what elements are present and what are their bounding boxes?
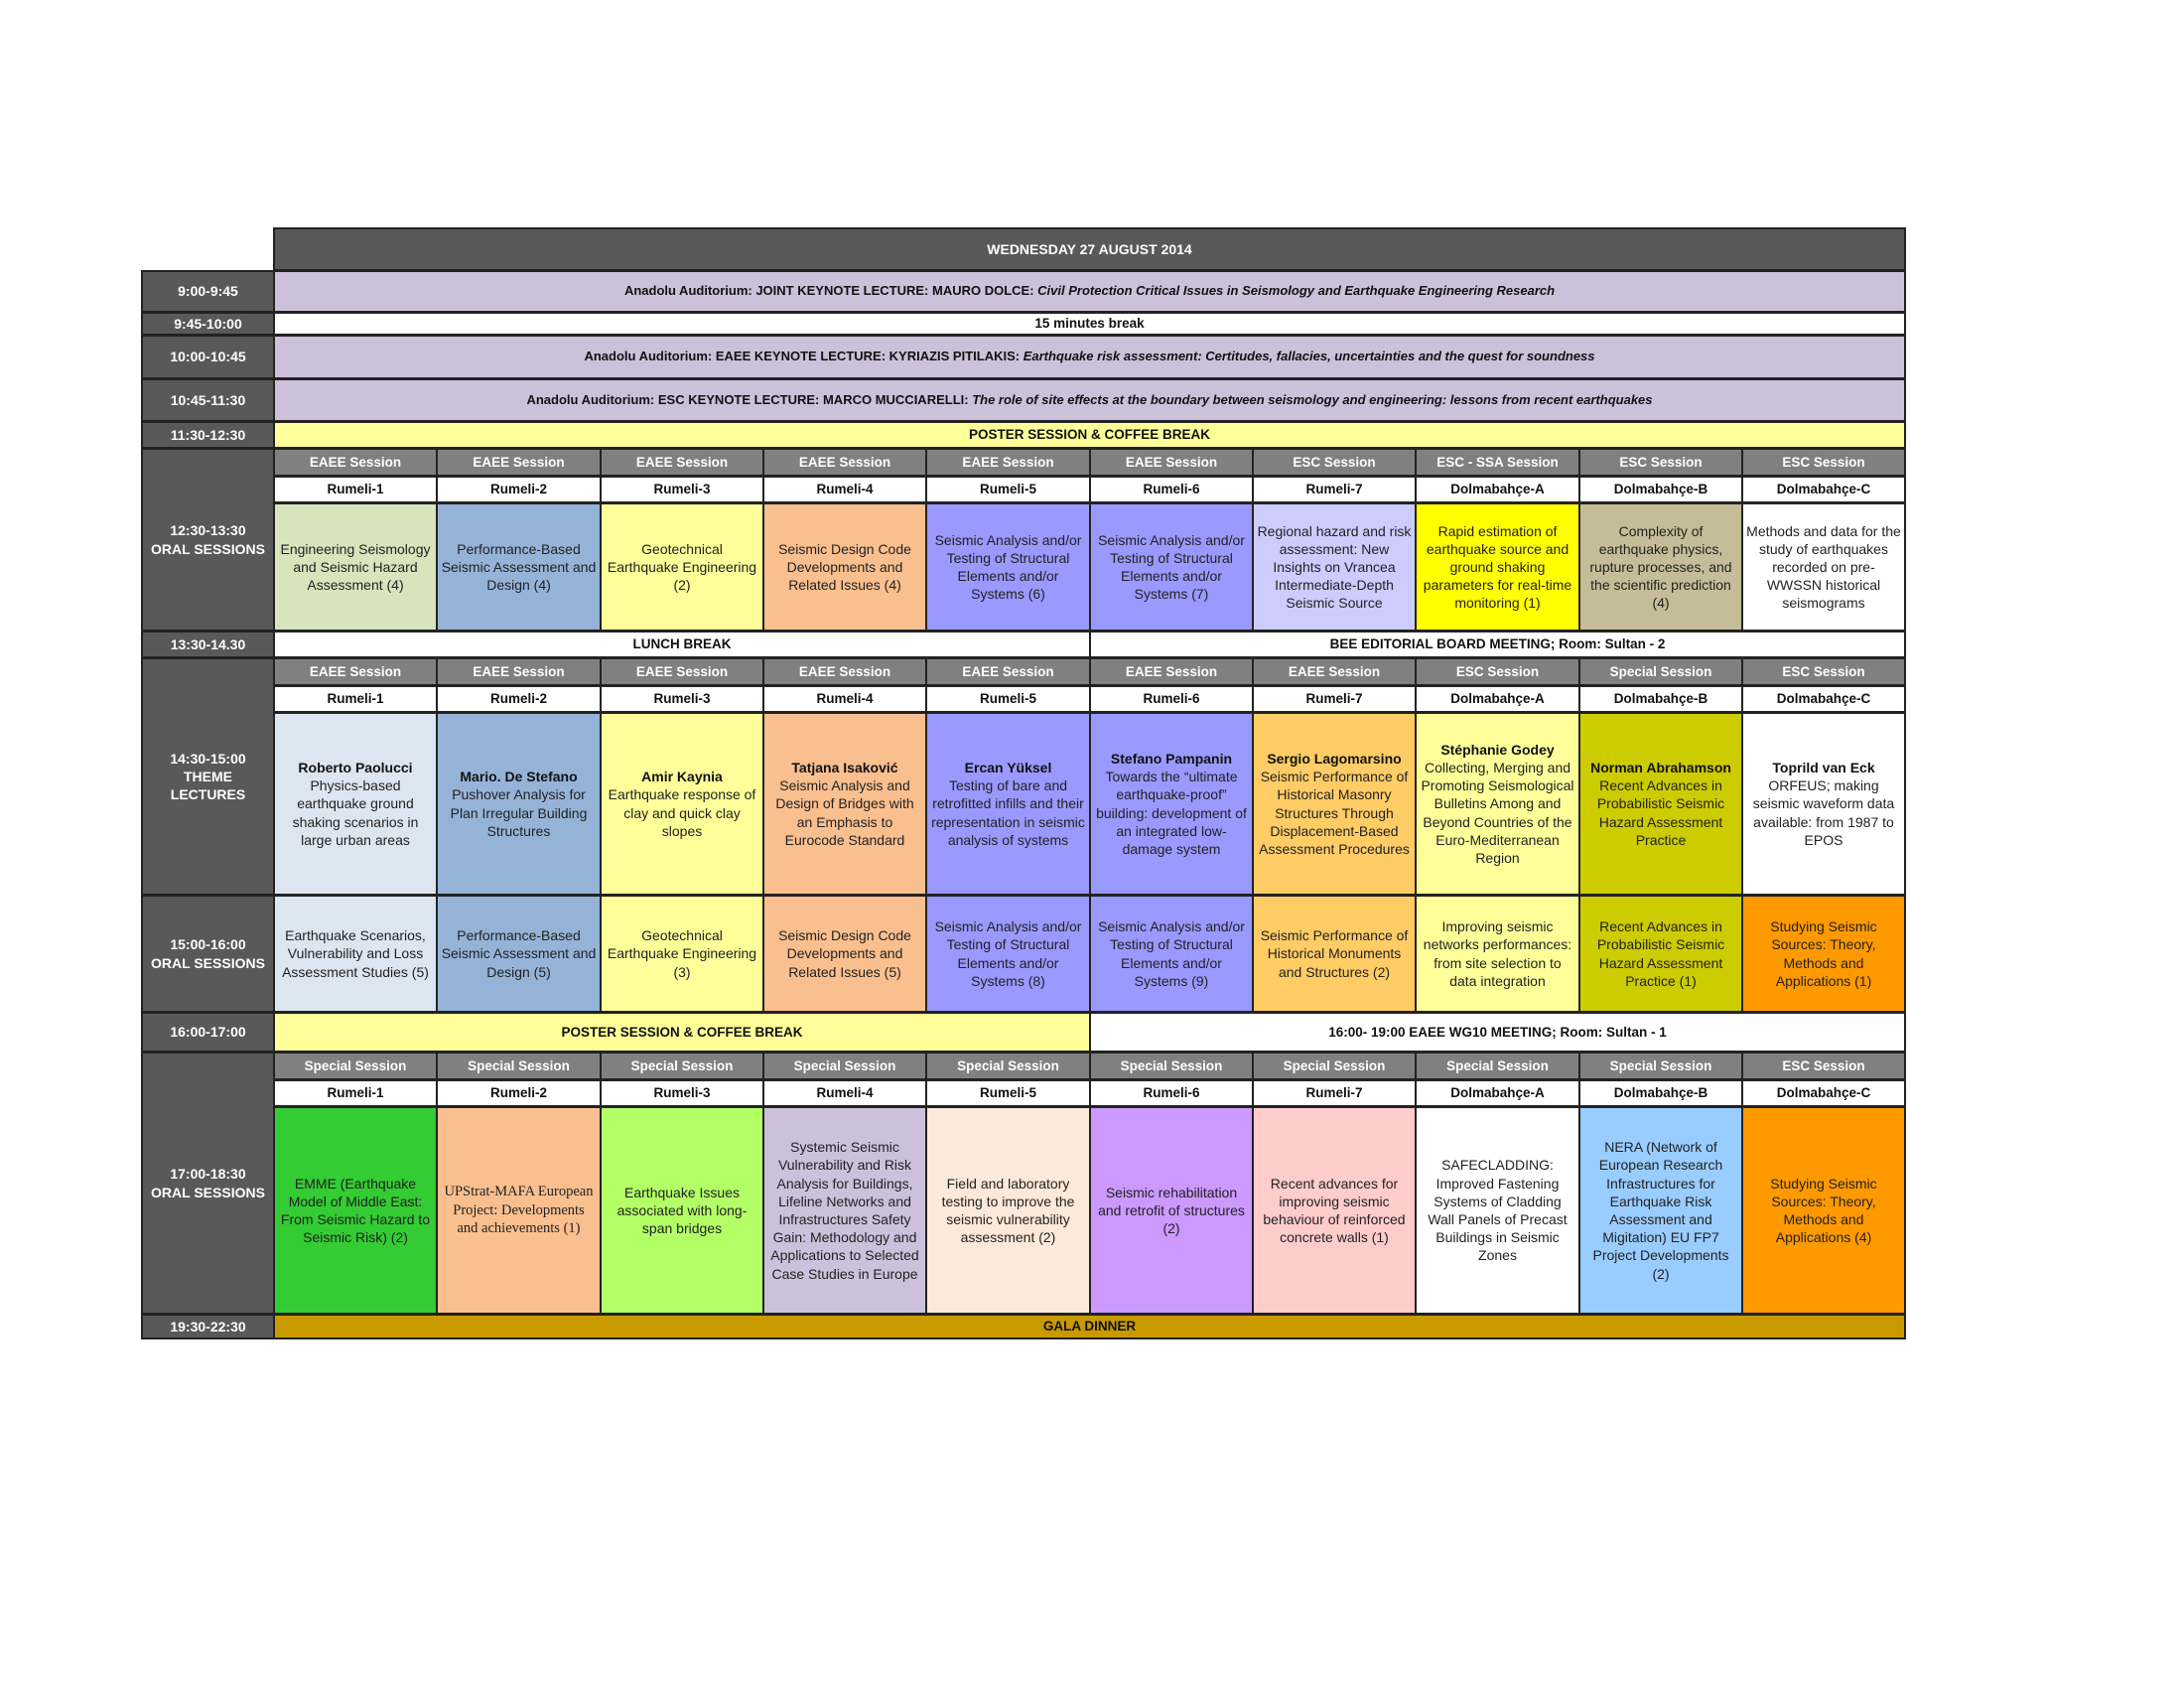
theme-lecture-5 [925,712,1091,896]
lecture-title: Pushover Analysis for Plan Irregular Building Structures [450,786,588,839]
room-1700-7: Rumeli-7 [1252,1079,1417,1107]
time-slot-t0945: 9:45-10:00 [141,312,275,336]
room-1230-4: Rumeli-4 [762,476,927,503]
oral-1700-7 [1252,1106,1417,1315]
joint-keynote [273,270,1906,313]
session-type-1430-4: EAEE Session [762,657,927,686]
time-slot-t0900: 9:00-9:45 [141,270,275,313]
break-15min: 15 minutes break [273,312,1906,336]
oral-1700-title: Seismic rehabilitation and retrofit of structures (2) [1098,1184,1245,1237]
speaker-name: Roberto Paolucci [298,760,413,776]
eaee-keynote-text: Anadolu Auditorium: EAEE KEYNOTE LECTURE: KYRIAZIS PITILAKIS: Earthquake risk assessment: Certitudes, fallacies, uncertainties and the quest for soundness [584,349,1595,364]
oral-1700-title: Systemic Seismic Vulnerability and Risk Analysis for Buildings, Lifeline Networks and Infrastructures Safety Gain: Methodology and Applications to Selected Case Studies in Europe [770,1139,919,1282]
theme-lecture-6 [1089,712,1254,896]
oral-1700-title: NERA (Network of European Research Infrastructures for Earthquake Risk Assessment and Migitation) EU FP7 Project Developments (2) [1592,1139,1729,1282]
oral-1700-1 [273,1106,438,1315]
oral-1230-title: Seismic Design Code Developments and Related Issues (4) [778,540,911,594]
room-1230-5: Rumeli-5 [925,476,1091,503]
joint-keynote-text: Anadolu Auditorium: JOINT KEYNOTE LECTURE: MAURO DOLCE: Civil Protection Critical Issues in Seismology and Earthquake Engineering Research [623,283,1556,299]
session-type-1430-2: EAEE Session [436,657,602,686]
session-type-1700-10: ESC Session [1741,1052,1906,1080]
oral-1230-title: Performance-Based Seismic Assessment and Design (4) [441,540,597,594]
time-slot-t1000: 10:00-10:45 [141,335,275,379]
time-slot-t1430: 14:30-15:00 THEME LECTURES [141,657,275,896]
session-type-1700-8: Special Session [1415,1052,1580,1080]
speaker-name: Sergio Lagomarsino [1267,750,1402,767]
session-type-1230-4: EAEE Session [762,448,927,477]
oral-1230-title: Regional hazard and risk assessment: New Insights on Vrancea Intermediate-Depth Seismic Source [1257,522,1412,612]
session-type-1230-6: EAEE Session [1089,448,1254,477]
oral-1500-title: Seismic Analysis and/or Testing of Structural Elements and/or Systems (8) [934,918,1082,989]
oral-1700-title: EMME (Earthquake Model of Middle East: From Seismic Hazard to Seismic Risk) (2) [280,1175,431,1246]
session-type-1230-5: EAEE Session [925,448,1091,477]
time-slot-t1930: 19:30-22:30 [141,1314,275,1339]
time-slot-t1600: 16:00-17:00 [141,1012,275,1053]
oral-1700-10 [1741,1106,1906,1315]
speaker-name: Mario. De Stefano [460,769,578,785]
session-type-1700-3: Special Session [600,1052,764,1080]
theme-lecture-8 [1415,712,1580,896]
oral-1700-title: Studying Seismic Sources: Theory, Methods and Applications (4) [1770,1175,1877,1246]
room-1700-3: Rumeli-3 [600,1079,764,1107]
oral-1230-title: Methods and data for the study of earthquakes recorded on pre-WWSSN historical seismograms [1746,522,1901,612]
oral-1700-4 [762,1106,927,1315]
room-1700-4: Rumeli-4 [762,1079,927,1107]
theme-lecture-9 [1578,712,1743,896]
oral-1230-title: Seismic Analysis and/or Testing of Structural Elements and/or Systems (6) [934,531,1082,603]
lecture-title: Recent Advances in Probabilistic Seismic Hazard Assessment Practice [1596,777,1725,848]
oral-1230-title: Rapid estimation of earthquake source and ground shaking parameters for real-time monitoring (1) [1423,522,1572,612]
session-type-1430-7: EAEE Session [1252,657,1417,686]
room-1700-10: Dolmabahçe-C [1741,1079,1906,1107]
room-1430-2: Rumeli-2 [436,685,602,713]
room-1430-4: Rumeli-4 [762,685,927,713]
room-1430-10: Dolmabahçe-C [1741,685,1906,713]
room-1230-10: Dolmabahçe-C [1741,476,1906,503]
oral-1500-5 [925,895,1091,1013]
poster-session-2: POSTER SESSION & COFFEE BREAK [273,1012,1091,1053]
room-1230-3: Rumeli-3 [600,476,764,503]
oral-1230-6 [1089,502,1254,632]
wg10-meeting: 16:00- 19:00 EAEE WG10 MEETING; Room: Sultan - 1 [1089,1012,1906,1053]
speaker-name: Stéphanie Godey [1440,741,1555,758]
room-1430-5: Rumeli-5 [925,685,1091,713]
oral-1700-5 [925,1106,1091,1315]
oral-1700-2 [436,1106,602,1315]
room-1430-9: Dolmabahçe-B [1578,685,1743,713]
session-type-1230-2: EAEE Session [436,448,602,477]
oral-1500-9 [1578,895,1743,1013]
bee-meeting: BEE EDITORIAL BOARD MEETING; Room: Sultan - 2 [1089,631,1906,658]
lecture-title: ORFEUS; making seismic waveform data available: from 1987 to EPOS [1752,777,1895,848]
theme-lecture-3 [600,712,764,896]
oral-1500-1 [273,895,438,1013]
oral-1500-title: Geotechnical Earthquake Engineering (3) [607,927,757,980]
oral-1230-5 [925,502,1091,632]
oral-1700-title: Field and laboratory testing to improve the seismic vulnerability assessment (2) [941,1175,1075,1246]
session-type-1230-8: ESC - SSA Session [1415,448,1580,477]
oral-1500-title: Earthquake Scenarios, Vulnerability and Loss Assessment Studies (5) [282,927,429,980]
room-1700-5: Rumeli-5 [925,1079,1091,1107]
session-type-1700-1: Special Session [273,1052,438,1080]
oral-1230-title: Geotechnical Earthquake Engineering (2) [607,540,757,594]
oral-1500-8 [1415,895,1580,1013]
room-1700-1: Rumeli-1 [273,1079,438,1107]
time-slot-t1330: 13:30-14.30 [141,631,275,658]
room-1230-2: Rumeli-2 [436,476,602,503]
session-type-1230-10: ESC Session [1741,448,1906,477]
room-1230-8: Dolmabahçe-A [1415,476,1580,503]
oral-1230-10 [1741,502,1906,632]
speaker-name: Stefano Pampanin [1110,750,1233,767]
oral-1500-title: Studying Seismic Sources: Theory, Methods and Applications (1) [1770,918,1877,989]
theme-lecture-7 [1252,712,1417,896]
lecture-title: Seismic Analysis and Design of Bridges with an Emphasis to Eurocode Standard [775,777,914,848]
lecture-title: Towards the “ultimate earthquake-proof” building: development of an integrated low-damage system [1096,769,1247,857]
oral-1500-title: Seismic Performance of Historical Monuments and Structures (2) [1260,927,1409,980]
esc-keynote [273,378,1906,422]
room-1430-3: Rumeli-3 [600,685,764,713]
lunch-break: LUNCH BREAK [273,631,1091,658]
session-type-1230-1: EAEE Session [273,448,438,477]
session-type-1700-7: Special Session [1252,1052,1417,1080]
oral-1230-7 [1252,502,1417,632]
oral-1230-3 [600,502,764,632]
session-type-1700-2: Special Session [436,1052,602,1080]
oral-1700-title: Recent advances for improving seismic behaviour of reinforced concrete walls (1) [1263,1175,1406,1246]
time-slot-t1700: 17:00-18:30 ORAL SESSIONS [141,1052,275,1315]
oral-1500-title: Performance-Based Seismic Assessment and Design (5) [441,927,597,980]
session-type-1430-5: EAEE Session [925,657,1091,686]
room-1430-7: Rumeli-7 [1252,685,1417,713]
oral-1230-9 [1578,502,1743,632]
oral-1700-9 [1578,1106,1743,1315]
session-type-1430-10: ESC Session [1741,657,1906,686]
theme-lecture-2 [436,712,602,896]
theme-lecture-1 [273,712,438,896]
lecture-title: Collecting, Merging and Promoting Seismological Bulletins Among and Beyond Countries of the Euro-Mediterranean Region [1421,760,1574,866]
oral-1500-4 [762,895,927,1013]
session-type-1430-1: EAEE Session [273,657,438,686]
oral-1230-8 [1415,502,1580,632]
session-type-1230-9: ESC Session [1578,448,1743,477]
lecture-title: Seismic Performance of Historical Masonry Structures Through Displacement-Based Assessment Procedures [1259,769,1410,857]
oral-1500-title: Seismic Analysis and/or Testing of Structural Elements and/or Systems (9) [1098,918,1245,989]
room-1230-6: Rumeli-6 [1089,476,1254,503]
lecture-title: Earthquake response of clay and quick clay slopes [608,786,756,839]
oral-1230-2 [436,502,602,632]
time-slot-t1230: 12:30-13:30 ORAL SESSIONS [141,448,275,632]
room-1230-9: Dolmabahçe-B [1578,476,1743,503]
oral-1500-title: Seismic Design Code Developments and Related Issues (5) [778,927,911,980]
oral-1500-3 [600,895,764,1013]
oral-1500-title: Recent Advances in Probabilistic Seismic Hazard Assessment Practice (1) [1596,918,1725,989]
oral-1500-10 [1741,895,1906,1013]
lecture-title: Physics-based earthquake ground shaking scenarios in large urban areas [292,777,419,848]
gala-dinner: GALA DINNER [273,1314,1906,1339]
room-1700-9: Dolmabahçe-B [1578,1079,1743,1107]
session-type-1230-7: ESC Session [1252,448,1417,477]
speaker-name: Amir Kaynia [641,769,723,785]
theme-lecture-4 [762,712,927,896]
session-type-1430-8: ESC Session [1415,657,1580,686]
oral-1700-title: UPStrat-MAFA European Project: Developments and achievements (1) [444,1183,594,1237]
oral-1700-3 [600,1106,764,1315]
session-type-1700-6: Special Session [1089,1052,1254,1080]
oral-1230-title: Complexity of earthquake physics, rupture processes, and the scientific prediction (4) [1589,522,1732,612]
session-type-1430-3: EAEE Session [600,657,764,686]
oral-1230-1 [273,502,438,632]
speaker-name: Ercan Yüksel [964,760,1052,776]
time-slot-t1045: 10:45-11:30 [141,378,275,422]
room-1230-7: Rumeli-7 [1252,476,1417,503]
time-slot-t1500: 15:00-16:00 ORAL SESSIONS [141,895,275,1013]
oral-1700-6 [1089,1106,1254,1315]
poster-session-1: POSTER SESSION & COFFEE BREAK [273,421,1906,449]
session-type-1430-6: EAEE Session [1089,657,1254,686]
room-1700-8: Dolmabahçe-A [1415,1079,1580,1107]
day-title: WEDNESDAY 27 AUGUST 2014 [273,227,1906,271]
room-1700-2: Rumeli-2 [436,1079,602,1107]
oral-1500-6 [1089,895,1254,1013]
oral-1700-title: Earthquake Issues associated with long-span bridges [616,1184,748,1237]
theme-lecture-10 [1741,712,1906,896]
session-type-1430-9: Special Session [1578,657,1743,686]
room-1430-6: Rumeli-6 [1089,685,1254,713]
oral-1500-2 [436,895,602,1013]
oral-1230-title: Seismic Analysis and/or Testing of Structural Elements and/or Systems (7) [1098,531,1245,603]
esc-keynote-text: Anadolu Auditorium: ESC KEYNOTE LECTURE: MARCO MUCCIARELLI: The role of site effects at the boundary between seismology and engineering: lessons from recent earthquakes [526,391,1653,407]
oral-1500-7 [1252,895,1417,1013]
speaker-name: Norman Abrahamson [1590,760,1731,776]
room-1430-1: Rumeli-1 [273,685,438,713]
oral-1700-title: SAFECLADDING: Improved Fastening Systems of Cladding Wall Panels of Precast Buildings in Seismic Zones [1428,1157,1568,1264]
room-1230-1: Rumeli-1 [273,476,438,503]
eaee-keynote [273,335,1906,379]
speaker-name: Toprild van Eck [1772,760,1875,776]
time-slot-t1130: 11:30-12:30 [141,421,275,449]
session-type-1700-5: Special Session [925,1052,1091,1080]
session-type-1230-3: EAEE Session [600,448,764,477]
lecture-title: Testing of bare and retrofitted infills and their representation in seismic analysis of systems [931,777,1085,848]
session-type-1700-4: Special Session [762,1052,927,1080]
room-1430-8: Dolmabahçe-A [1415,685,1580,713]
oral-1700-8 [1415,1106,1580,1315]
session-type-1700-9: Special Session [1578,1052,1743,1080]
oral-1500-title: Improving seismic networks performances: from site selection to data integration [1423,918,1572,989]
oral-1230-4 [762,502,927,632]
oral-1230-title: Engineering Seismology and Seismic Hazard Assessment (4) [280,540,431,594]
room-1700-6: Rumeli-6 [1089,1079,1254,1107]
speaker-name: Tatjana Isaković [791,760,898,776]
